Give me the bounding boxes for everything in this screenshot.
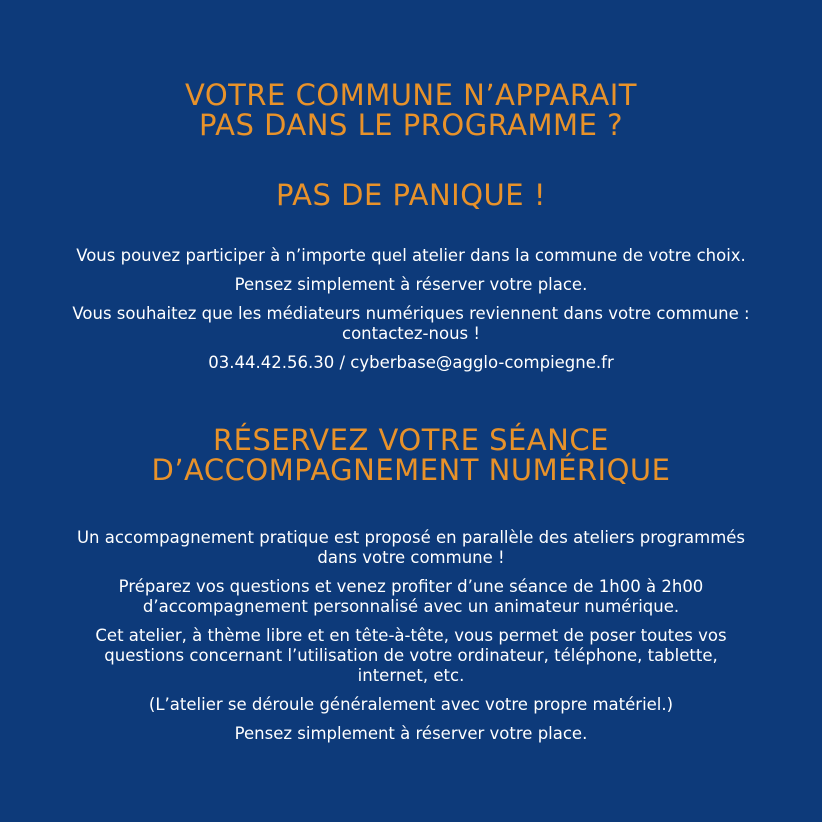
section2-body [0, 528, 822, 744]
reserve-session-heading [0, 425, 822, 485]
paragraph: (L’atelier se déroule généralement avec votre propre matériel.) [148, 695, 674, 714]
paragraph: Vous pouvez participer à n’importe quel atelier dans la commune de votre choix. [76, 246, 746, 265]
section1-body [0, 246, 822, 373]
missing-commune-heading [0, 80, 822, 140]
paragraph: Préparez vos questions et venez profiter d’une séance de 1h00 à 2h00 [118, 577, 704, 596]
paragraph: Un accompagnement pratique est proposé en parallèle des ateliers programmés [76, 528, 746, 547]
heading-line: RÉSERVEZ VOTRE SÉANCE [213, 423, 609, 457]
phone-number[interactable]: 03.44.42.56.30 [208, 353, 335, 372]
paragraph: contactez-nous ! [342, 324, 480, 343]
paragraph: Vous souhaitez que les médiateurs numériques reviennent dans votre commune : [72, 304, 750, 323]
paragraph: d’accompagnement personnalisé avec un animateur numérique. [142, 597, 680, 616]
paragraph: Pensez simplement à réserver votre place. [234, 724, 588, 743]
paragraph: Pensez simplement à réserver votre place. [234, 275, 588, 294]
heading-line: PAS DE PANIQUE ! [276, 178, 546, 212]
paragraph: questions concernant l’utilisation de votre ordinateur, téléphone, tablette, [104, 646, 718, 665]
separator: / [339, 353, 346, 372]
paragraph: internet, etc. [357, 666, 465, 685]
heading-line: VOTRE COMMUNE N’APPARAIT [185, 78, 637, 112]
paragraph: Cet atelier, à thème libre et en tête-à-tête, vous permet de poser toutes vos [95, 626, 727, 645]
no-panic-heading [0, 180, 822, 210]
heading-line: D’ACCOMPAGNEMENT NUMÉRIQUE [151, 453, 671, 487]
paragraph: dans votre commune ! [317, 548, 505, 567]
email-address[interactable]: cyberbase@agglo-compiegne.fr [350, 353, 614, 372]
contact-line [0, 353, 822, 373]
heading-line: PAS DANS LE PROGRAMME ? [199, 108, 623, 142]
